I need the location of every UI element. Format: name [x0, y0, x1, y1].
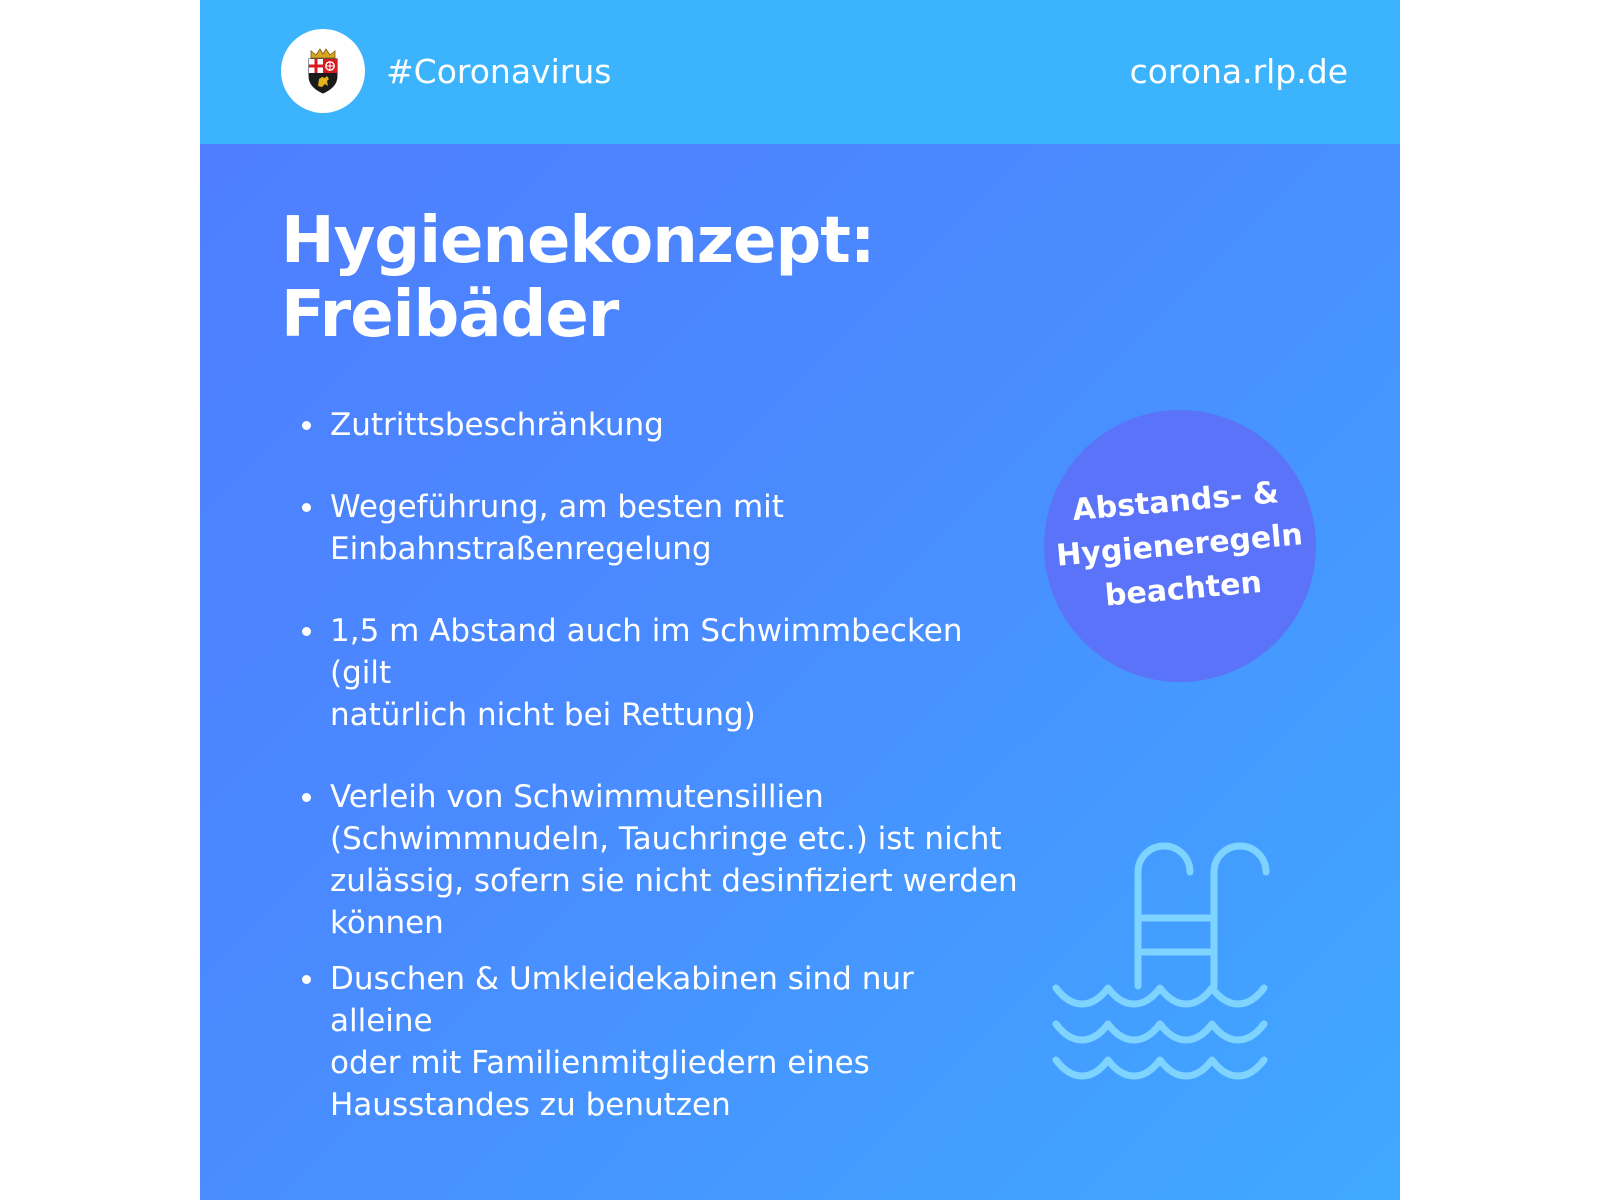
bullet-icon — [302, 503, 311, 512]
rule-line: Wegeführung, am besten mit — [330, 489, 784, 525]
hygiene-badge — [1044, 410, 1316, 682]
rhineland-palatinate-coat-of-arms-icon — [305, 48, 341, 94]
rule-line: Duschen & Umkleidekabinen sind nur alleine — [330, 961, 914, 1039]
website-label: corona.rlp.de — [1129, 52, 1348, 91]
page-title — [281, 204, 874, 352]
swimming-pool-ladder-icon — [1052, 836, 1272, 1082]
hashtag-label: #Coronavirus — [386, 52, 612, 91]
rule-line: zulässig, sofern sie nicht desinfiziert werden — [330, 863, 1018, 899]
list-item — [300, 610, 1020, 736]
rules-list — [300, 404, 1020, 1126]
title-line-2: Freibäder — [281, 278, 619, 352]
bullet-icon — [302, 627, 311, 636]
list-item — [300, 486, 1020, 570]
badge-line-1: Abstands- & — [1071, 475, 1281, 529]
header-bar — [200, 0, 1400, 144]
rule-line: (Schwimmnudeln, Tauchringe etc.) ist nicht — [330, 821, 1002, 857]
rule-line: Verleih von Schwimmutensillien — [330, 779, 824, 815]
list-item — [300, 404, 1020, 446]
rule-line: natürlich nicht bei Rettung) — [330, 697, 756, 733]
rule-line: Einbahnstraßenregelung — [330, 531, 712, 567]
bullet-icon — [302, 975, 311, 984]
rule-line: 1,5 m Abstand auch im Schwimmbecken (gilt — [330, 613, 963, 691]
infographic-card — [200, 0, 1400, 1200]
rule-line: können — [330, 905, 444, 941]
badge-line-2: Hygieneregeln — [1055, 517, 1305, 574]
list-item — [300, 776, 1020, 944]
rule-line: Zutrittsbeschränkung — [330, 407, 664, 443]
logo — [281, 29, 365, 113]
bullet-icon — [302, 793, 311, 802]
title-line-1: Hygienekonzept: — [281, 204, 875, 278]
list-item — [300, 958, 1020, 1126]
bullet-icon — [302, 421, 311, 430]
rule-line: Hausstandes zu benutzen — [330, 1087, 731, 1123]
badge-line-3: beachten — [1103, 565, 1264, 614]
badge-text — [1051, 469, 1309, 622]
rule-line: oder mit Familienmitgliedern eines — [330, 1045, 870, 1081]
